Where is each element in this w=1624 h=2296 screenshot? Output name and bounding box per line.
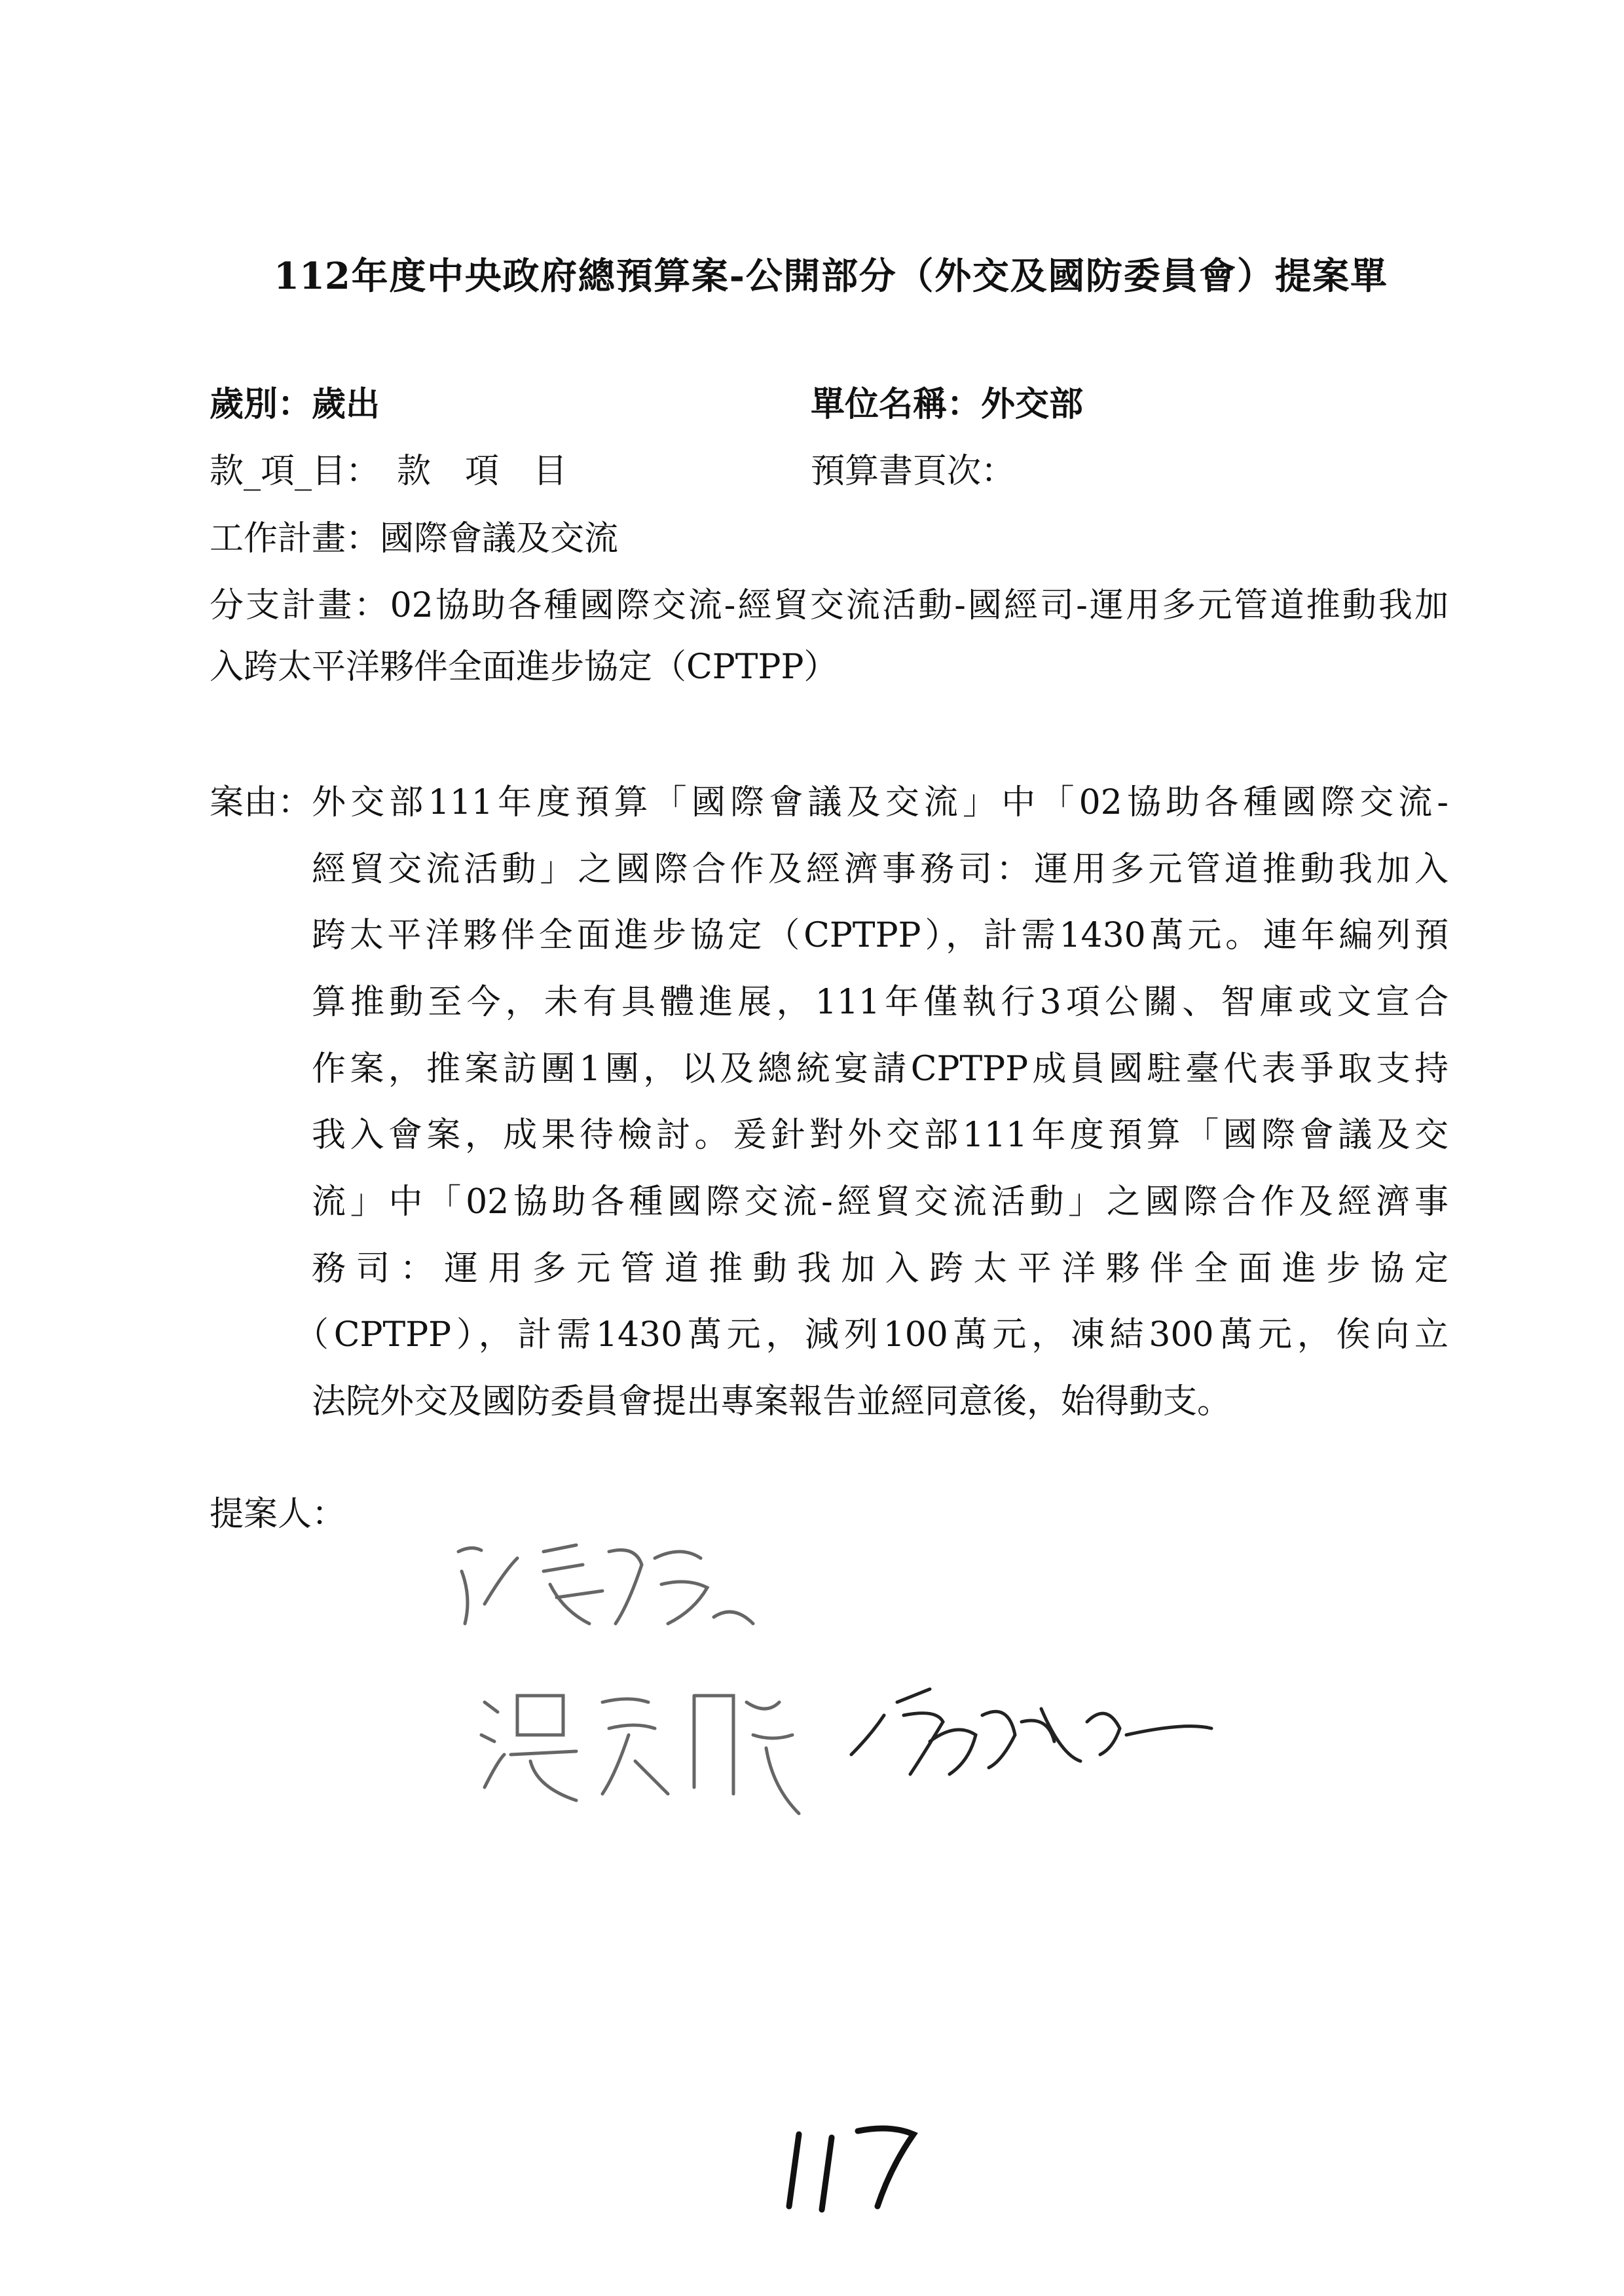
signature-2 (471, 1676, 825, 1827)
unit-field: 單位名稱：外交部 (811, 384, 1084, 424)
item-field: 款_項_目： 款 項 目 (210, 452, 568, 491)
reason-line: 我入會案，成果待檢討。爰針對外交部111年度預算「國際會議及交 (312, 1116, 1449, 1155)
reason-line: 外交部111年度預算「國際會議及交流」中「02協助各種國際交流- (312, 783, 1449, 822)
category-field: 歲別：歲出 (210, 384, 380, 424)
signature-1 (445, 1525, 812, 1656)
reason-line: 算推動至今，未有具體進展，111年僅執行3項公關、智庫或文宣合 (312, 983, 1449, 1022)
work-plan-field: 工作計畫：國際會議及交流 (210, 519, 619, 558)
reason-line: 流」中「02協助各種國際交流-經貿交流活動」之國際合作及經濟事 (312, 1182, 1449, 1222)
page-number-text (0, 0, 1, 1)
signature-3 (845, 1676, 1238, 1787)
reason-line: 務司：運用多元管道推動我加入跨太平洋夥伴全面進步協定 (312, 1249, 1449, 1288)
page-ref-field: 預算書頁次： (811, 452, 1016, 491)
reason-line: 作案，推案訪團1團，以及總統宴請CPTPP成員國駐臺代表爭取支持 (312, 1049, 1449, 1089)
page-number-handwritten (779, 2121, 936, 2219)
reason-line: （CPTPP），計需1430萬元，減列100萬元，凍結300萬元，俟向立 (295, 1315, 1449, 1355)
sub-plan-line: 入跨太平洋夥伴全面進步協定（CPTPP） (210, 647, 838, 687)
reason-label: 案由： (210, 783, 312, 822)
sub-plan-line: 分支計畫：02協助各種國際交流-經貿交流活動-國經司-運用多元管道推動我加 (210, 586, 1449, 625)
reason-line: 跨太平洋夥伴全面進步協定（CPTPP），計需1430萬元。連年編列預 (312, 916, 1449, 955)
proposer-label: 提案人： (210, 1495, 346, 1534)
reason-line: 經貿交流活動」之國際合作及經濟事務司：運用多元管道推動我加入 (312, 850, 1449, 889)
document-title: 112年度中央政府總預算案-公開部分（外交及國防委員會）提案單 (274, 255, 1387, 298)
reason-line: 法院外交及國防委員會提出專案報告並經同意後，始得動支。 (312, 1382, 1232, 1421)
